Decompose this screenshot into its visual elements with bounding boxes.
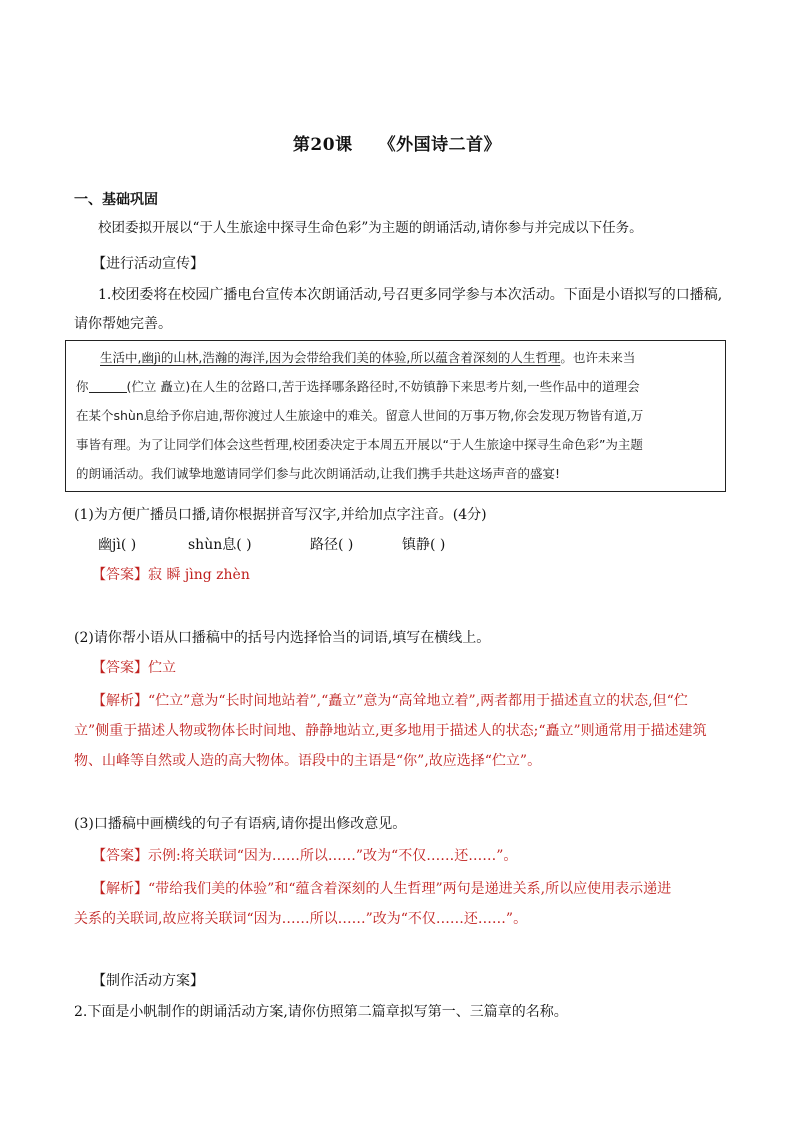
answer-tag: 【答案】 <box>92 848 148 864</box>
broadcast-script-box <box>65 340 726 492</box>
answer-tag: 【答案】 <box>92 660 148 676</box>
section-heading: 一、基础巩固 <box>74 192 158 208</box>
sub-question-3: (3)口播稿中画横线的句子有语病,请你提出修改意见。 <box>74 816 407 832</box>
passage-line-3: 在某个shùn息给予你启迪,帮你渡过人生旅途中的难关。留意人世间的万事万物,你会发现万物皆有道,万 <box>76 408 644 423</box>
underlined-sentence: 生活中,幽jì的山林,浩瀚的海洋,因为会带给我们美的体验,所以蕴含着深刻的人生哲理 <box>100 350 561 365</box>
passage-line-5: 的朗诵活动。我们诚挚地邀请同学们参与此次朗诵活动,让我们携手共赴这场声音的盛宴! <box>76 466 560 481</box>
pinyin-item-3: 路径( ) <box>310 537 354 553</box>
passage-line-2: 你 (伫立 矗立)在人生的岔路口,苦于选择哪条路径时,不妨镇静下来思考片刻,一些作品中的道理会 <box>76 379 640 394</box>
intro-text: 校团委拟开展以“于人生旅途中探寻生命色彩”为主题的朗诵活动,请你参与并完成以下任务。 <box>98 220 643 236</box>
answer-text: 寂 瞬 jìng zhèn <box>148 567 250 583</box>
answer-3 <box>92 846 517 866</box>
answer-2 <box>92 658 176 678</box>
analysis-2-line-1: 【解析】“伫立”意为“长时间地站着”,“矗立”意为“高耸地立着”,两者都用于描述直立的状态,但“伫 <box>92 693 688 709</box>
lesson-name: 《外国诗二首》 <box>378 135 502 155</box>
activity-tag-plan: 【制作活动方案】 <box>92 973 204 989</box>
question-1-line-2: 请你帮她完善。 <box>74 316 172 332</box>
passage-line-4: 事皆有理。为了让同学们体会这些哲理,校团委决定于本周五开展以“于人生旅途中探寻生命色彩”为主题 <box>76 437 643 452</box>
pinyin-item-1: 幽jì( ) <box>98 537 137 553</box>
sub-question-2: (2)请你帮小语从口播稿中的括号内选择恰当的词语,填写在横线上。 <box>74 630 491 646</box>
answer-1 <box>92 565 250 585</box>
answer-text: 示例:将关联词“因为……所以……”改为“不仅……还……”。 <box>148 848 518 864</box>
analysis-2-line-3: 物、山峰等自然或人造的高大物体。语段中的主语是“你”,故应选择“伫立”。 <box>74 753 542 769</box>
answer-tag: 【答案】 <box>92 567 148 583</box>
activity-tag-promotion: 【进行活动宣传】 <box>92 256 204 272</box>
analysis-3-line-1: 【解析】“带给我们美的体验”和“蕴含着深刻的人生哲理”两句是递进关系,所以应使用表示递进 <box>92 881 672 897</box>
page-title <box>0 130 794 155</box>
question-1-line-1: 1.校团委将在校园广播电台宣传本次朗诵活动,号召更多同学参与本次活动。下面是小语拟写的口播稿, <box>98 287 723 303</box>
answer-text: 伫立 <box>148 660 176 676</box>
sub-question-1: (1)为方便广播员口播,请你根据拼音写汉字,并给加点字注音。(4分) <box>74 507 487 523</box>
analysis-2-line-2: 立”侧重于描述人物或物体长时间地、静静地站立,更多地用于描述人的状态;“矗立”则通常用于描述建筑 <box>74 723 707 739</box>
question-2: 2.下面是小帆制作的朗诵活动方案,请你仿照第二篇章拟写第一、三篇章的名称。 <box>74 1004 568 1020</box>
pinyin-item-2: shùn息( ) <box>188 537 252 553</box>
pinyin-item-4: 镇静( ) <box>402 537 446 553</box>
analysis-tag: 【解析】 <box>92 881 148 897</box>
lesson-number: 第20课 <box>292 135 353 155</box>
analysis-tag: 【解析】 <box>92 693 148 709</box>
passage-line-1: 生活中,幽jì的山林,浩瀚的海洋,因为会带给我们美的体验,所以蕴含着深刻的人生哲理。也许未来当 <box>100 350 636 365</box>
fill-blank <box>89 379 127 393</box>
analysis-3-line-2: 关系的关联词,故应将关联词“因为……所以……”改为“不仅……还……”。 <box>74 911 528 927</box>
